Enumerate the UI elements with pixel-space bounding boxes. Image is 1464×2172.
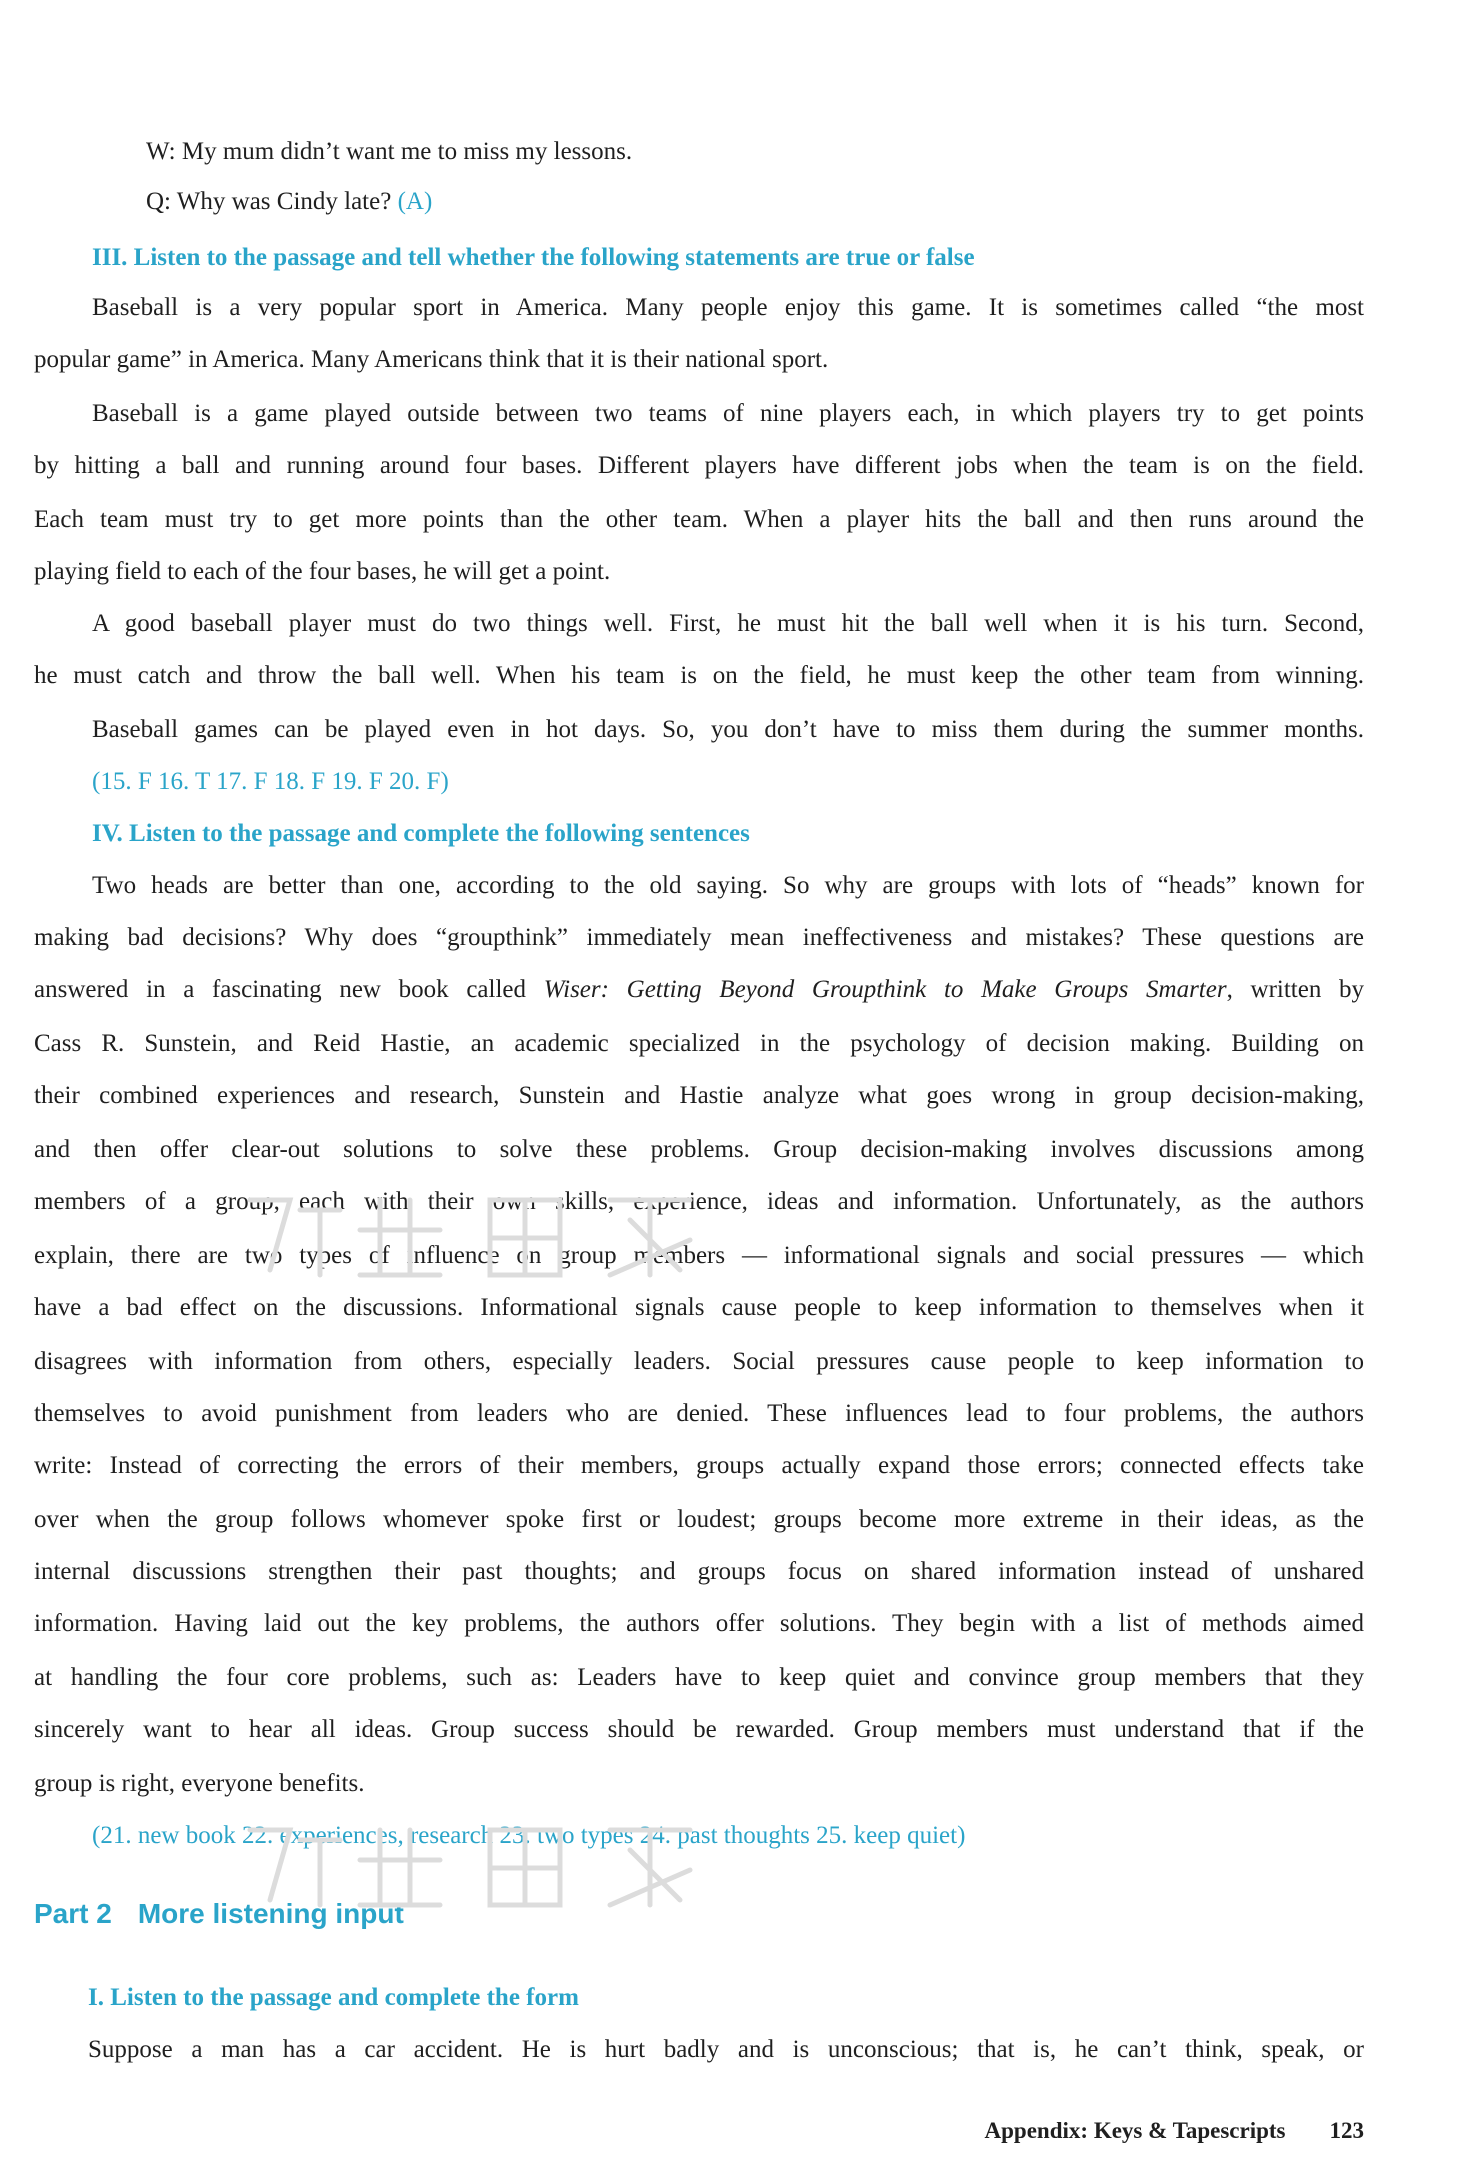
page-number: 123 [1329, 2118, 1364, 2143]
s4-line-17: sincerely want to hear all ideas. Group success should be rewarded. Group members must understand that if the [34, 1716, 1364, 1743]
s3-line-5: Each team must try to get more points than the other team. When a player hits the ball and then runs around the [34, 506, 1364, 533]
s4-line-3-b: , written by [1226, 976, 1365, 1003]
s3-line-7: A good baseball player must do two things well. First, he must hit the ball well when it is his turn. Second, [92, 610, 1364, 637]
s4-line-1: Two heads are better than one, according to the old saying. So why are groups with lots of “heads” known for [92, 872, 1364, 899]
part-2-heading [34, 1898, 404, 1930]
footer-label: Appendix: Keys & Tapescripts [984, 2118, 1286, 2143]
s4-line-3 [34, 974, 1364, 1006]
s4-line-11: themselves to avoid punishment from leaders who are denied. These influences lead to four problems, the authors [34, 1400, 1364, 1427]
p2-section-1-heading: I. Listen to the passage and complete the form [88, 1984, 579, 2011]
s4-line-4: Cass R. Sunstein, and Reid Hastie, an academic specialized in the psychology of decision making. Building on [34, 1030, 1364, 1057]
s4-line-14: internal discussions strengthen their past thoughts; and groups focus on shared information instead of unshared [34, 1558, 1364, 1585]
s4-line-15: information. Having laid out the key problems, the authors offer solutions. They begin with a list of methods aimed [34, 1610, 1364, 1637]
s3-line-9: Baseball games can be played even in hot days. So, you don’t have to miss them during the summer months. [92, 716, 1364, 743]
s4-line-13: over when the group follows whomever spoke first or loudest; groups become more extreme in their ideas, as the [34, 1506, 1364, 1533]
section-3-heading: III. Listen to the passage and tell whether the following statements are true or false [92, 244, 975, 271]
page-footer [985, 2118, 1364, 2144]
s4-line-10: disagrees with information from others, especially leaders. Social pressures cause people to keep information to [34, 1348, 1364, 1375]
dialogue-question [146, 186, 432, 218]
s3-line-3: Baseball is a game played outside between two teams of nine players each, in which players try to get points [92, 400, 1364, 427]
section-4-heading: IV. Listen to the passage and complete the following sentences [92, 820, 750, 847]
s4-line-9: have a bad effect on the discussions. Informational signals cause people to keep information to themselves when it [34, 1294, 1364, 1321]
question-text: Q: Why was Cindy late? [146, 188, 398, 215]
question-answer: (A) [397, 188, 433, 215]
s4-line-3-a: answered in a fascinating new book called [34, 976, 544, 1003]
part-2-label: Part 2 [34, 1898, 112, 1929]
s4-line-5: their combined experiences and research, Sunstein and Hastie analyze what goes wrong in group decision-making, [34, 1082, 1364, 1109]
s4-line-8: explain, there are two types of influence on group members — informational signals and social pressures — which [34, 1242, 1364, 1269]
s3-line-8: he must catch and throw the ball well. When his team is on the field, he must keep the other team from winning. [34, 662, 1364, 689]
section-3-answers: (15. F 16. T 17. F 18. F 19. F 20. F) [92, 768, 449, 795]
s4-line-6: and then offer clear-out solutions to solve these problems. Group decision-making involves discussions among [34, 1136, 1364, 1163]
s3-line-6: playing field to each of the four bases, he will get a point. [34, 558, 611, 585]
section-4-answers: (21. new book 22. experiences, research 23. two types 24. past thoughts 25. keep quiet) [92, 1822, 966, 1849]
s4-line-18: group is right, everyone benefits. [34, 1770, 365, 1797]
part-2-title: More listening input [137, 1898, 404, 1929]
s4-line-2: making bad decisions? Why does “groupthink” immediately mean ineffectiveness and mistakes? These questions are [34, 924, 1364, 951]
s4-line-7: members of a group, each with their own skills, experience, ideas and information. Unfortunately, as the authors [34, 1188, 1364, 1215]
s3-line-2: popular game” in America. Many Americans think that it is their national sport. [34, 346, 829, 373]
s4-line-16: at handling the four core problems, such as: Leaders have to keep quiet and convince group members that they [34, 1664, 1364, 1691]
book-title: Wiser: Getting Beyond Groupthink to Make Groups Smarter [543, 976, 1227, 1003]
s4-line-12: write: Instead of correcting the errors of their members, groups actually expand those errors; connected effects take [34, 1452, 1364, 1479]
s3-line-4: by hitting a ball and running around four bases. Different players have different jobs when the team is on the field. [34, 452, 1364, 479]
dialogue-w-line: W: My mum didn’t want me to miss my lessons. [146, 138, 633, 165]
p2-s1-line-1: Suppose a man has a car accident. He is hurt badly and is unconscious; that is, he can’t think, speak, or [88, 2036, 1364, 2063]
s3-line-1: Baseball is a very popular sport in America. Many people enjoy this game. It is sometimes called “the most [92, 294, 1364, 321]
